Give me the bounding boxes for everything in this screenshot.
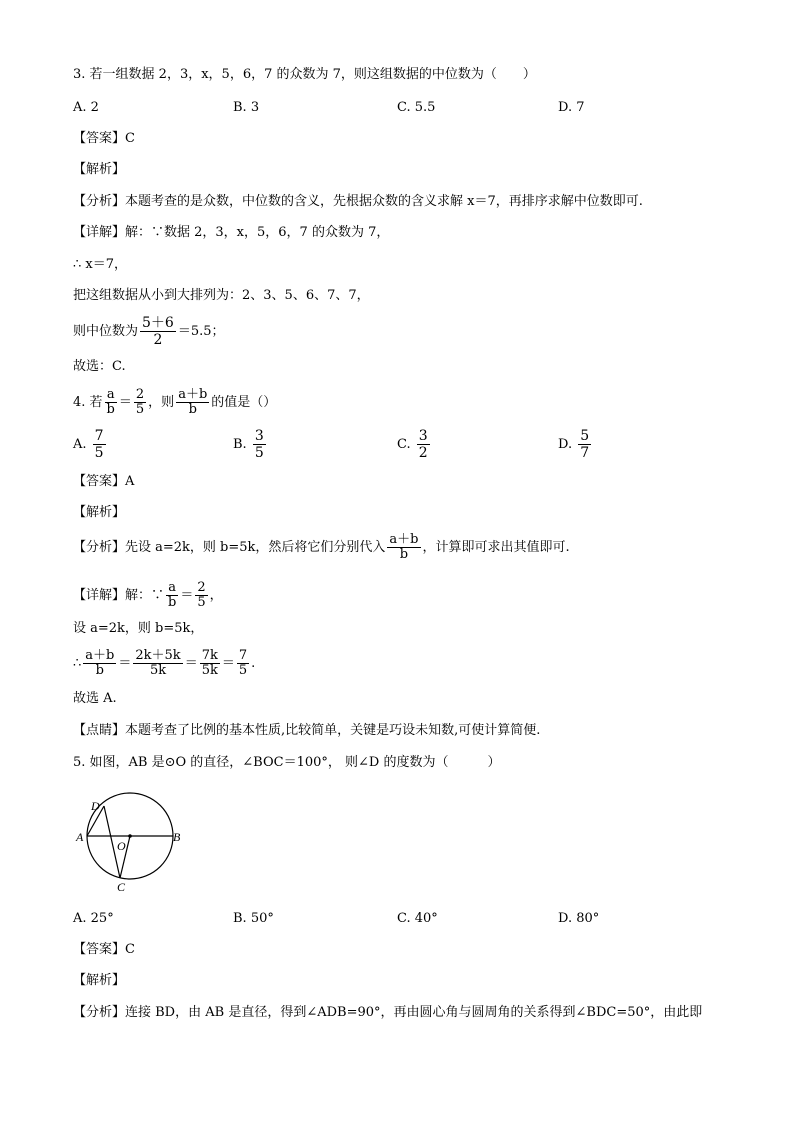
q3-line-2: 把这组数据从小到大排列为：2、3、5、6、7、7， bbox=[73, 288, 370, 303]
q4-stem-frac-25 bbox=[134, 388, 146, 417]
q4-option-b-num: 3 bbox=[254, 428, 264, 444]
label-c: C bbox=[117, 880, 126, 894]
q5-stem: 5. 如图，AB 是⊙O 的直径，∠BOC＝100°， 则∠D 的度数为（ ） bbox=[73, 755, 501, 770]
q4-xiangjie bbox=[73, 576, 223, 616]
q5-answer: 【答案】C bbox=[73, 942, 135, 957]
q4-line-2-frac-2-num: 2k＋5k bbox=[135, 648, 181, 663]
q4-stem-frac-ab-num: a bbox=[105, 388, 117, 403]
q4-option-c-num: 3 bbox=[418, 428, 428, 444]
circle-diagram bbox=[72, 788, 192, 898]
q4-stem-frac-ab bbox=[105, 388, 117, 417]
q4-line-2-frac-2 bbox=[133, 649, 182, 678]
q4-fenxi-frac-num: a＋b bbox=[389, 532, 419, 547]
q4-xiangjie-eq: ＝ bbox=[180, 588, 194, 603]
median-fraction bbox=[140, 315, 176, 348]
q4-line-2-frac-2-den: 5k bbox=[149, 663, 167, 678]
q4-line-2-frac-3 bbox=[200, 649, 220, 678]
q5-option-c: C. 40° bbox=[397, 911, 438, 926]
q3-fenxi: 【分析】本题考查的是众数，中位数的含义，先根据众数的含义求解 x＝7，再排序求解中位数即可. bbox=[73, 194, 643, 209]
q4-option-b-den: 5 bbox=[254, 445, 264, 461]
q3-line-1: ∴ x＝7， bbox=[73, 257, 128, 272]
q4-option-a-num: 7 bbox=[94, 428, 104, 444]
q4-line-2 bbox=[73, 644, 255, 684]
q3-jiexi: 【解析】 bbox=[73, 162, 126, 177]
q3-option-d: D. 7 bbox=[558, 100, 585, 115]
q4-option-a-den: 5 bbox=[94, 445, 104, 461]
q4-stem-frac-target bbox=[176, 388, 209, 417]
q4-option-d-frac bbox=[578, 428, 591, 461]
q4-option-c-label: C. bbox=[397, 437, 411, 452]
q4-line-2-eq-2: ＝ bbox=[184, 656, 198, 671]
q4-option-b bbox=[233, 425, 268, 465]
q5-fenxi: 【分析】连接 BD，由 AB 是直径，得到∠ADB=90°，再由圆心角与圆周角的关系得到∠BDC=50°，由此即 bbox=[73, 1005, 703, 1020]
q3-line-3-post: ＝5.5； bbox=[177, 324, 225, 339]
q4-answer: 【答案】A bbox=[73, 474, 135, 489]
q4-xiangjie-frac-ab-num: a bbox=[166, 581, 178, 596]
q4-stem-pre: 4. 若 bbox=[73, 395, 103, 410]
q4-fenxi-pre: 【分析】先设 a=2k，则 b=5k，然后将它们分别代入 bbox=[73, 540, 386, 555]
q4-fenxi-frac bbox=[387, 533, 420, 562]
center-point bbox=[128, 834, 132, 838]
q4-line-2-frac-3-num: 7k bbox=[201, 648, 218, 663]
label-o: O bbox=[117, 839, 126, 853]
q4-fenxi bbox=[73, 528, 570, 568]
q4-line-1: 设 a=2k，则 b=5k， bbox=[73, 621, 204, 636]
q4-xiangjie-pre: 【详解】解：∵ bbox=[73, 588, 165, 603]
q4-stem-frac-target-den: b bbox=[188, 402, 197, 417]
q4-line-2-frac-4-den: 5 bbox=[238, 663, 248, 678]
label-a: A bbox=[76, 830, 84, 844]
q4-stem-frac-target-num: a＋b bbox=[178, 387, 208, 402]
q4-line-2-end: . bbox=[251, 656, 256, 671]
q3-stem: 3. 若一组数据 2，3，x，5，6，7 的众数为 7，则这组数据的中位数为（ ） bbox=[73, 67, 536, 82]
median-fraction-num: 5＋6 bbox=[142, 315, 174, 331]
q4-option-c bbox=[397, 425, 432, 465]
label-d: D bbox=[91, 799, 100, 813]
q4-option-a-frac bbox=[93, 428, 106, 461]
q3-option-b: B. 3 bbox=[233, 100, 260, 115]
q4-xiangjie-frac-ab-den: b bbox=[168, 595, 177, 610]
q4-xiangjie-post: ， bbox=[209, 588, 223, 603]
q4-conclusion: 故选 A. bbox=[73, 691, 117, 706]
q4-xiangjie-frac-25 bbox=[195, 581, 207, 610]
median-fraction-den: 2 bbox=[153, 332, 163, 348]
q4-xiangjie-frac-ab bbox=[166, 581, 178, 610]
q3-option-c: C. 5.5 bbox=[397, 100, 436, 115]
q4-line-2-eq-3: ＝ bbox=[221, 656, 235, 671]
q4-line-2-frac-3-den: 5k bbox=[201, 663, 218, 678]
q4-line-2-frac-1-den: b bbox=[95, 663, 104, 678]
q3-answer: 【答案】C bbox=[73, 131, 135, 146]
q4-stem bbox=[73, 383, 276, 423]
q4-xiangjie-frac-25-den: 5 bbox=[197, 595, 206, 610]
q4-xiangjie-frac-25-num: 2 bbox=[197, 580, 206, 595]
q4-option-d bbox=[558, 425, 593, 465]
q4-fenxi-frac-den: b bbox=[399, 547, 409, 562]
q5-option-d: D. 80° bbox=[558, 911, 600, 926]
q4-option-b-frac bbox=[253, 428, 266, 461]
q4-line-2-frac-4 bbox=[237, 649, 249, 678]
q3-line-3-pre: 则中位数为 bbox=[73, 324, 139, 339]
q4-option-a-label: A. bbox=[73, 437, 87, 452]
q4-line-2-frac-4-num: 7 bbox=[238, 648, 248, 663]
q4-option-c-frac bbox=[417, 428, 430, 461]
q4-dianjing: 【点睛】本题考查了比例的基本性质,比较简单，关键是巧设未知数,可使计算简便. bbox=[73, 723, 541, 738]
q4-option-d-num: 5 bbox=[580, 428, 590, 444]
q4-stem-eq: ＝ bbox=[118, 395, 132, 410]
label-b: B bbox=[173, 830, 181, 844]
q3-conclusion: 故选：C. bbox=[73, 359, 126, 374]
q4-jiexi: 【解析】 bbox=[73, 505, 126, 520]
q4-option-d-den: 7 bbox=[580, 445, 590, 461]
q4-option-d-label: D. bbox=[558, 437, 573, 452]
q3-option-a: A. 2 bbox=[73, 100, 99, 115]
q4-option-a bbox=[73, 425, 108, 465]
q5-option-a: A. 25° bbox=[73, 911, 114, 926]
q4-stem-frac-25-den: 5 bbox=[135, 402, 145, 417]
q4-stem-frac-25-num: 2 bbox=[135, 387, 145, 402]
q4-fenxi-post: ，计算即可求出其值即可. bbox=[422, 540, 570, 555]
q3-xiangjie: 【详解】解：∵数据 2，3，x，5，6，7 的众数为 7， bbox=[73, 225, 390, 240]
q4-stem-frac-ab-den: b bbox=[106, 402, 115, 417]
q4-line-2-frac-1-num: a＋b bbox=[85, 648, 115, 663]
q5-jiexi: 【解析】 bbox=[73, 973, 126, 988]
q4-stem-mid: ，则 bbox=[148, 395, 175, 410]
q4-line-2-eq-1: ＝ bbox=[118, 656, 132, 671]
q3-line-3 bbox=[73, 312, 225, 352]
q4-stem-post: 的值是（） bbox=[211, 395, 277, 410]
q4-line-2-frac-1 bbox=[83, 649, 116, 678]
q4-option-b-label: B. bbox=[233, 437, 247, 452]
q4-line-2-pre: ∴ bbox=[73, 656, 82, 671]
q5-option-b: B. 50° bbox=[233, 911, 274, 926]
q4-option-c-den: 2 bbox=[418, 445, 428, 461]
